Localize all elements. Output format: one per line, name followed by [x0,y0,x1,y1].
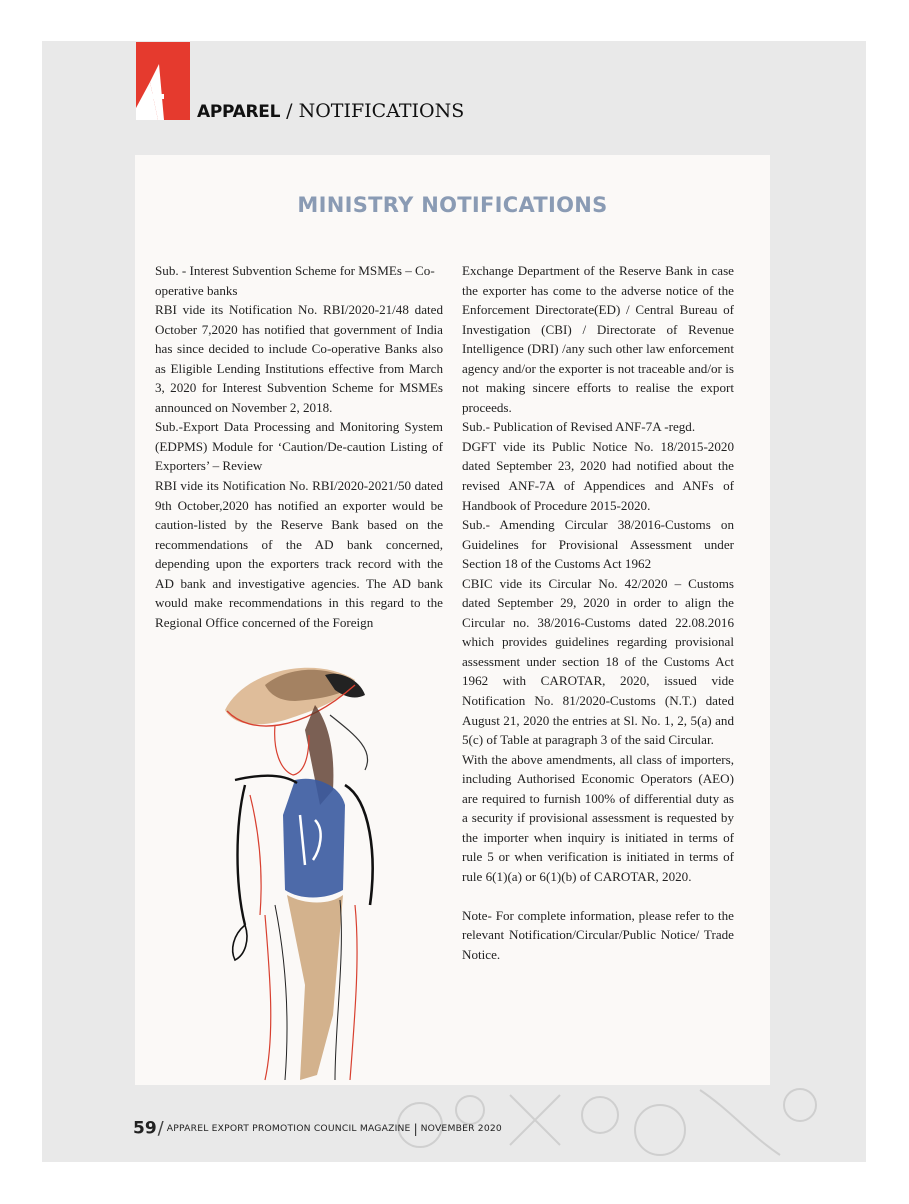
footer-slash: / [157,1118,164,1139]
footer-divider: | [413,1121,418,1136]
subject-heading: Sub. - Interest Subvention Scheme for MSMEs – Co-operative banks [155,263,435,298]
apparel-logo-icon [136,42,190,120]
left-column [155,261,443,632]
right-column [462,261,734,964]
subject-heading: Sub.-Export Data Processing and Monitoring System (EDPMS) Module for ‘Caution/De-caution Listing of Exporters’ – Review [155,419,443,474]
page-footer [133,1118,502,1139]
issue-date: NOVEMBER 2020 [420,1123,502,1134]
magazine-name: APPAREL EXPORT PROMOTION COUNCIL MAGAZINE [166,1123,411,1134]
page-number: 59 [133,1118,157,1139]
note-paragraph: Note- For complete information, please refer to the relevant Notification/Circular/Public Notice/ Trade Notice. [462,907,734,962]
fashion-sketch-illustration [205,655,410,1085]
subject-heading: Sub.- Amending Circular 38/2016-Customs on Guidelines for Provisional Assessment under Section 18 of the Customs Act 1962 [462,517,734,572]
paragraph: CBIC vide its Circular No. 42/2020 – Customs dated September 29, 2020 in order to align the Circular no. 38/2016-Customs dated 22.08.2016 which provides guidelines regarding provisional assessment under section 18 of the Customs Act 1962 with CAROTAR, 2020, issued vide Notification No. 81/2020-Customs (N.T.) dated August 21, 2020 the entries at Sl. No. 1, 2, 5(a) and 5(c) of Table at paragraph 3 of the said Circular. [462,575,734,748]
section-header [197,99,464,124]
paragraph: RBI vide its Notification No. RBI/2020-21/48 dated October 7,2020 has notified that government of India has since decided to include Co-operative Banks also as Eligible Lending Institutions effective from March 3, 2020 for Interest Subvention Scheme for MSMEs announced on November 2, 2018. [155,302,443,415]
page-title: MINISTRY NOTIFICATIONS [297,193,608,217]
brand-label: APPAREL [197,102,281,122]
paragraph: DGFT vide its Public Notice No. 18/2015-2020 dated September 23, 2020 had notified about the revised ANF-7A of Appendices and ANFs of Handbook of Procedure 2015-2020. [462,438,734,513]
section-label: NOTIFICATIONS [298,100,465,122]
paragraph: RBI vide its Notification No. RBI/2020-2021/50 dated 9th October,2020 has notified an exporter would be caution-listed by the Reserve Bank based on the recommendations of the AD bank concerned, depending upon the exporters track record with the AD bank and investigative agencies. The AD bank would make recommendations in this regard to the Regional Office concerned of the Foreign [155,478,443,630]
header-separator: / [280,100,299,122]
paragraph: Exchange Department of the Reserve Bank in case the exporter has come to the adverse notice of the Enforcement Directorate(ED) / Central Bureau of Investigation (CBI) / Directorate of Revenue Intelligence (DRI) /any such other law enforcement agency and/or the exporter is not traceable and/or is not making sincere efforts to realise the export proceeds. [462,263,734,415]
paragraph: With the above amendments, all class of importers, including Authorised Economic Operators (AEO) are required to furnish 100% of differential duty as a security if provisional assessment is requested by the importer when inquiry is initiated in terms of rule 5 or when verification is initiated in terms of rule 6(1)(a) or 6(1)(b) of CAROTAR, 2020. [462,751,734,884]
subject-heading: Sub.- Publication of Revised ANF-7A -regd. [462,419,696,435]
